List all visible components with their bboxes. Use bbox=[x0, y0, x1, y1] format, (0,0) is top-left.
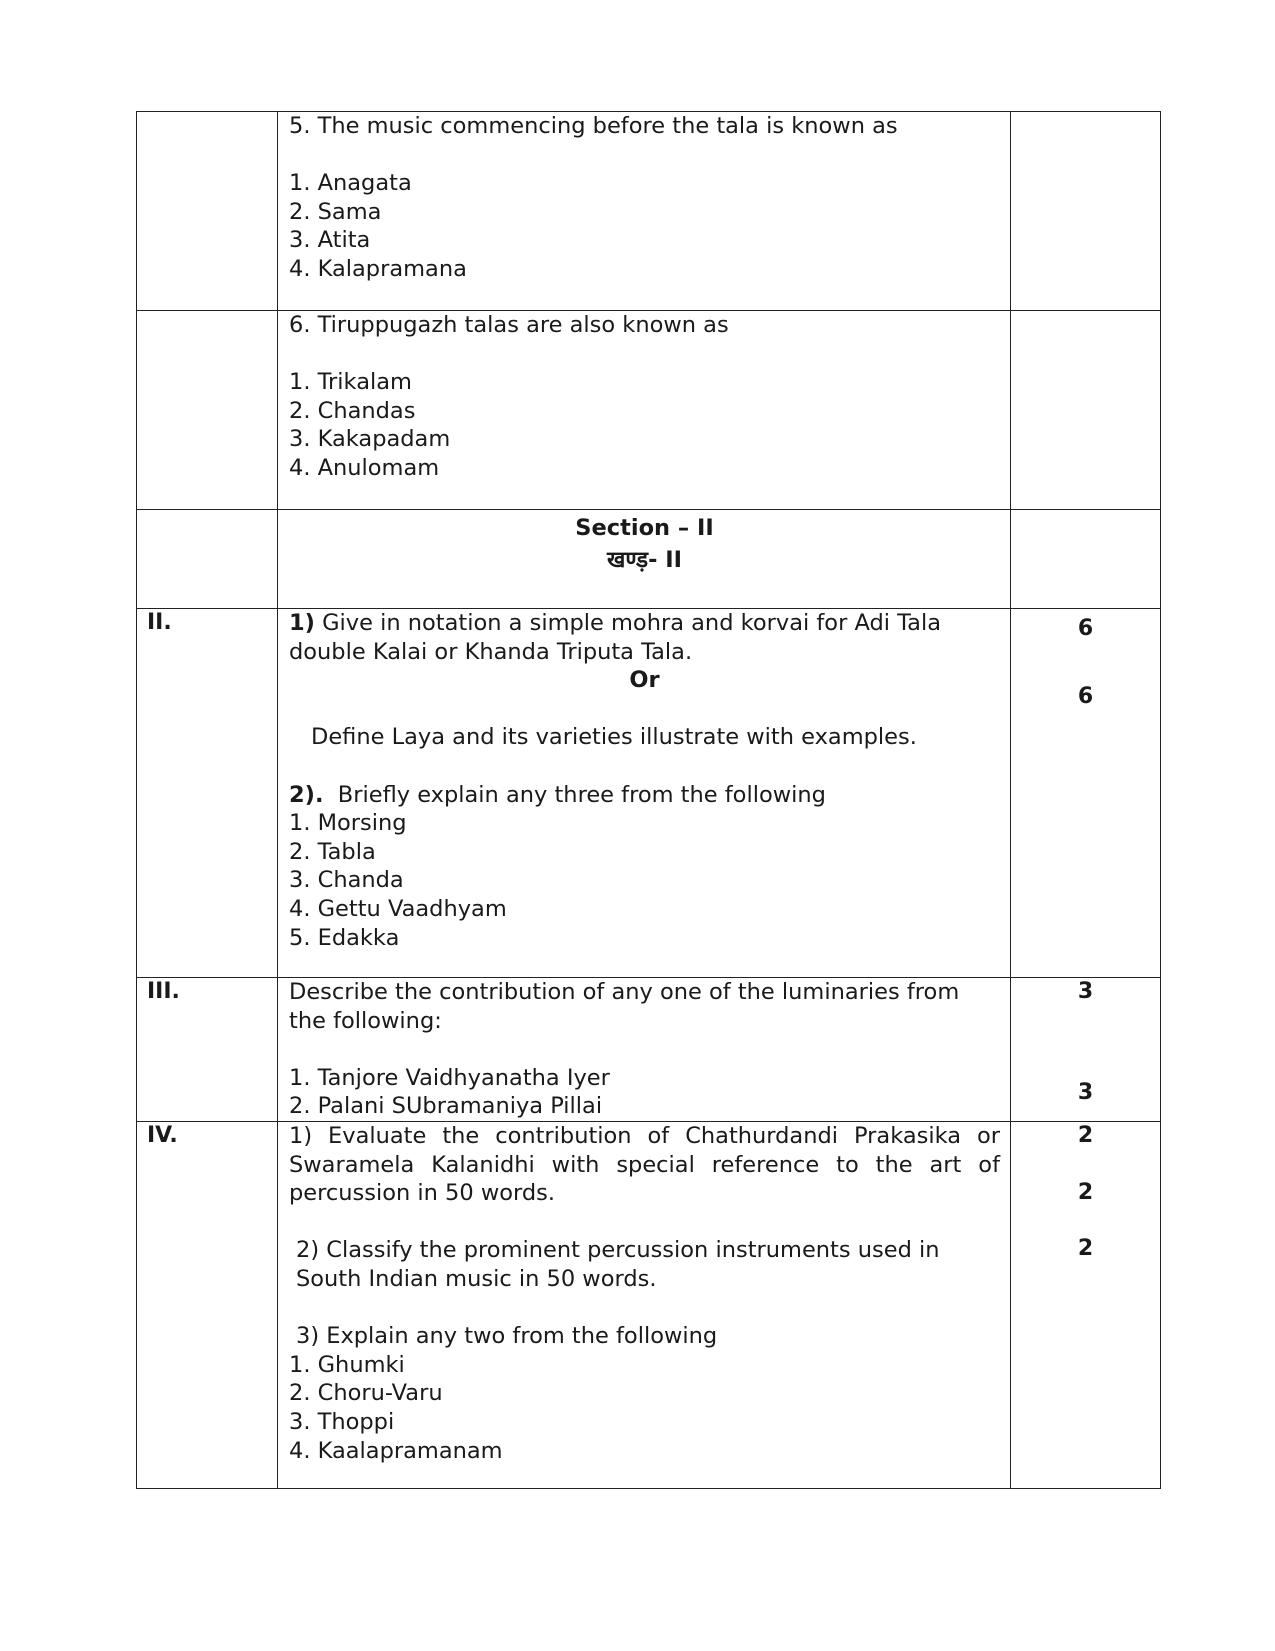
option-item: 3. Thoppi bbox=[289, 1408, 395, 1435]
question-text: Briefly explain any three from the following bbox=[323, 781, 826, 808]
option-item: 4. Gettu Vaadhyam bbox=[289, 895, 507, 922]
option-item: 2. Tabla bbox=[289, 838, 376, 865]
question-text: Give in notation a simple mohra and korvai for Adi Tala bbox=[314, 610, 941, 636]
marks-cell bbox=[1011, 609, 1161, 978]
part-number: 1) bbox=[289, 610, 315, 636]
section-title-hindi: खण्ड़- II bbox=[606, 547, 683, 573]
option-item: 5. Edakka bbox=[289, 924, 400, 951]
question-number: II. bbox=[147, 610, 172, 635]
option-item: 2. Chandas bbox=[289, 397, 416, 424]
or-separator: Or bbox=[629, 667, 660, 694]
marks-cell bbox=[1011, 311, 1161, 510]
part-number: 2). bbox=[289, 781, 324, 808]
option-item: 4. Kaalapramanam bbox=[289, 1437, 503, 1464]
question-cell bbox=[278, 1121, 1011, 1488]
table-row bbox=[137, 510, 1161, 609]
option-item: 3. Kakapadam bbox=[289, 426, 451, 453]
option-item: 4. Kalapramana bbox=[289, 255, 467, 282]
table-row bbox=[137, 609, 1161, 978]
table-row bbox=[137, 311, 1161, 510]
question-text: 3) Explain any two from the following bbox=[296, 1323, 718, 1350]
question-text: 2) Classify the prominent percussion instruments used in South Indian music in 50 words. bbox=[296, 1237, 940, 1292]
option-item: 1. Trikalam bbox=[289, 369, 412, 396]
section-header-cell bbox=[278, 510, 1011, 609]
marks-value: 3 bbox=[1077, 1079, 1094, 1105]
marks-value: 3 bbox=[1077, 979, 1094, 1004]
marks-value: 6 bbox=[1077, 683, 1094, 709]
marks-cell bbox=[1011, 978, 1161, 1122]
question-number-cell bbox=[137, 112, 278, 311]
question-text: 6. Tiruppugazh talas are also known as bbox=[289, 312, 729, 338]
option-item: 4. Anulomam bbox=[289, 454, 440, 481]
question-cell bbox=[278, 978, 1011, 1122]
table-row bbox=[137, 1121, 1161, 1488]
question-number-cell bbox=[137, 1121, 278, 1488]
option-item: 1. Tanjore Vaidhyanatha Iyer bbox=[289, 1064, 610, 1091]
option-item: 1. Morsing bbox=[289, 810, 407, 837]
marks-value: 2 bbox=[1077, 1236, 1094, 1262]
marks-value: 2 bbox=[1077, 1179, 1094, 1205]
table-row bbox=[137, 978, 1161, 1122]
question-text: 5. The music commencing before the tala is known as bbox=[289, 113, 898, 139]
question-cell bbox=[278, 609, 1011, 978]
marks-value: 2 bbox=[1077, 1122, 1094, 1148]
marks-cell bbox=[1011, 510, 1161, 609]
question-paper-table bbox=[136, 111, 1161, 1489]
option-item: 1. Ghumki bbox=[289, 1351, 405, 1378]
question-number-cell bbox=[137, 510, 278, 609]
question-text: Describe the contribution of any one of the luminaries from the following: bbox=[289, 979, 960, 1034]
question-number-cell bbox=[137, 978, 278, 1122]
section-title: Section – II bbox=[575, 515, 714, 541]
question-text: double Kalai or Khanda Triputa Tala. bbox=[289, 638, 693, 665]
question-number-cell bbox=[137, 311, 278, 510]
option-item: 3. Chanda bbox=[289, 867, 404, 894]
option-item: 2. Sama bbox=[289, 198, 382, 225]
marks-cell bbox=[1011, 112, 1161, 311]
question-cell bbox=[278, 112, 1011, 311]
option-item: 2. Palani SUbramaniya Pillai bbox=[289, 1093, 603, 1120]
question-text: 1) Evaluate the contribution of Chathurdandi Prakasika or Swaramela Kalanidhi with special reference to the art of percussion in 50 words. bbox=[289, 1122, 1000, 1207]
question-number: IV. bbox=[147, 1122, 178, 1148]
option-item: 1. Anagata bbox=[289, 170, 412, 197]
question-number: III. bbox=[147, 979, 180, 1004]
table-row bbox=[137, 112, 1161, 311]
marks-cell bbox=[1011, 1121, 1161, 1488]
option-item: 2. Choru-Varu bbox=[289, 1380, 443, 1407]
option-item: 3. Atita bbox=[289, 227, 371, 254]
question-number-cell bbox=[137, 609, 278, 978]
marks-value: 6 bbox=[1077, 616, 1094, 641]
question-text: Define Laya and its varieties illustrate with examples. bbox=[311, 724, 917, 751]
question-cell bbox=[278, 311, 1011, 510]
